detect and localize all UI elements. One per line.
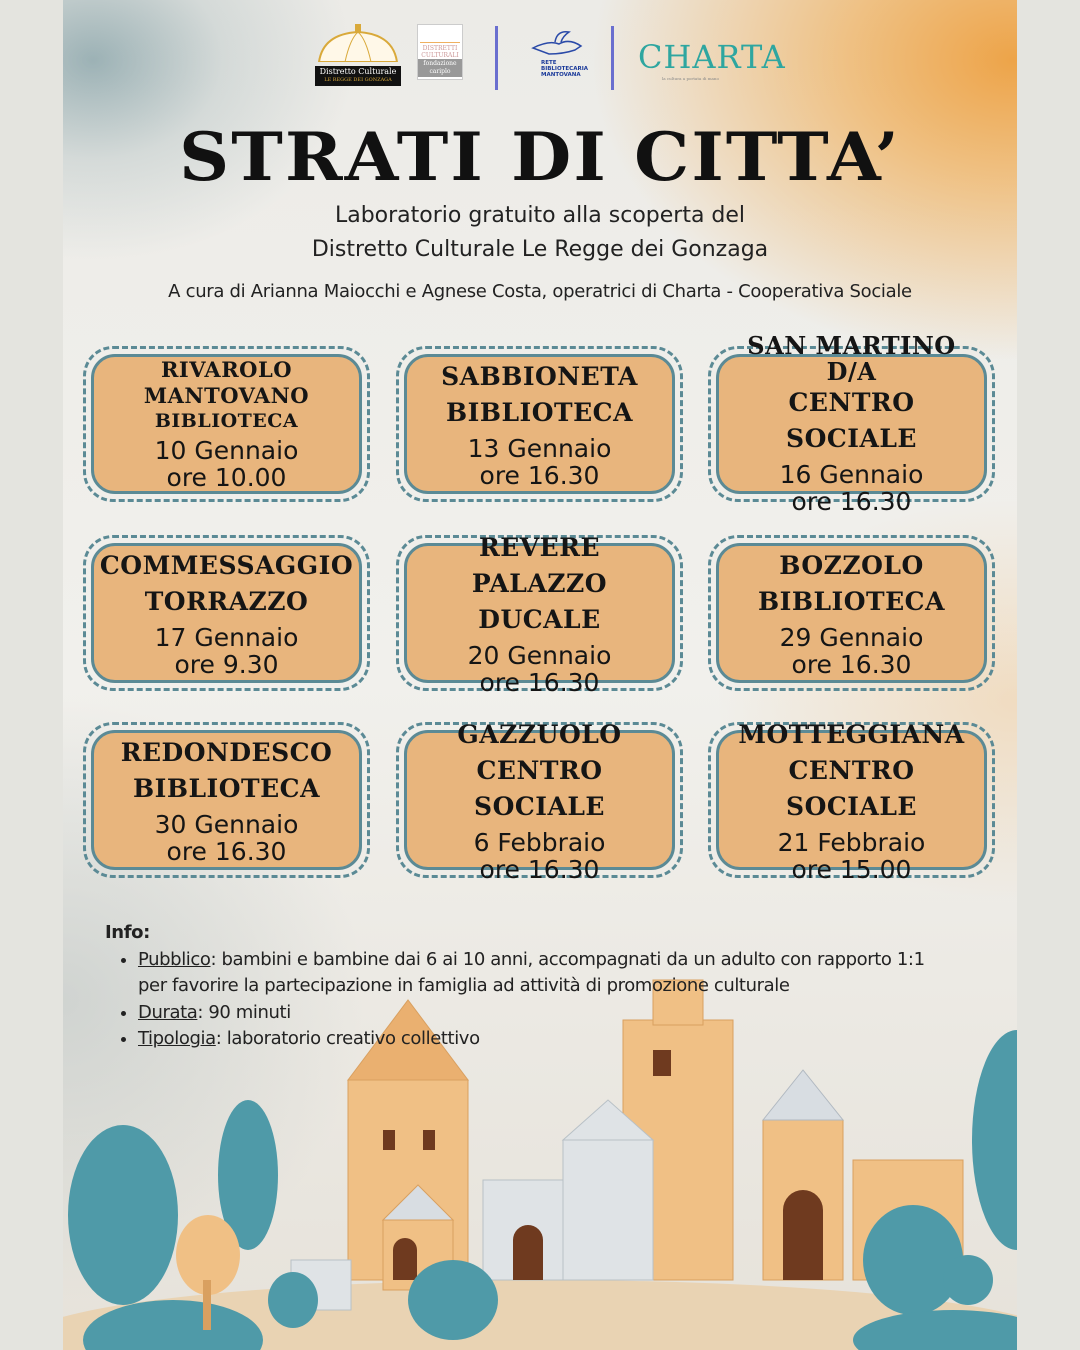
event-date: 16 Gennaio (779, 460, 924, 489)
event-place: MOTTEGGIANA (738, 720, 965, 749)
divider (611, 26, 614, 90)
event-date: 13 Gennaio (467, 434, 612, 463)
event-venue: PALAZZO DUCALE (471, 569, 608, 634)
event-place: COMMESSAGGIO (99, 551, 354, 580)
info-section (105, 920, 945, 1053)
info-text: : bambini e bambine dai 6 ai 10 anni, accompagnati da un adulto con rapporto 1:1 per favorire la partecipazione in famiglia ad attività di promozione culturale (138, 948, 925, 996)
event-card-body (404, 533, 675, 697)
event-card (396, 533, 683, 697)
event-date: 6 Febbraio (473, 828, 606, 857)
event-card-body (404, 354, 675, 494)
event-place: BOZZOLO (779, 551, 924, 580)
info-item-tipologia (138, 1026, 945, 1053)
logo-text: LE REGGE DEI GONZAGA (324, 77, 392, 83)
event-time: ore 16.30 (479, 855, 600, 884)
event-card-body (716, 720, 987, 884)
pegasus-icon (529, 28, 585, 58)
cariplo-logo (417, 24, 463, 80)
event-time: ore 16.30 (166, 837, 287, 866)
event-card (83, 346, 370, 502)
event-date: 10 Gennaio (154, 436, 299, 465)
event-card (708, 535, 995, 691)
event-card (83, 722, 370, 878)
event-date: 29 Gennaio (779, 623, 924, 652)
page-title: STRATI DI CITTA’ (179, 118, 901, 196)
logo-text: CULTURALI (421, 52, 459, 59)
info-item-durata (138, 1000, 945, 1027)
event-place: SABBIONETA (441, 362, 638, 391)
rete-bibliotecaria-logo (529, 28, 588, 78)
event-date: 30 Gennaio (154, 810, 299, 839)
event-card (708, 720, 995, 884)
poster (63, 0, 1017, 1350)
logo-text: BIBLIOTECARIA (541, 66, 588, 72)
event-time: ore 15.00 (791, 855, 912, 884)
event-card-body (91, 354, 362, 494)
event-card-body (716, 331, 987, 516)
event-time: ore 16.30 (479, 461, 600, 490)
event-date: 17 Gennaio (154, 623, 299, 652)
logo-text: cariplo (429, 68, 451, 75)
event-place: REDONDESCO (120, 738, 333, 767)
event-card-body (404, 720, 675, 884)
dome-icon (315, 24, 401, 62)
info-label: Pubblico (138, 948, 211, 970)
logo-text: CHARTA (638, 38, 786, 76)
subtitle-line-1: Laboratorio gratuito alla scoperta del (334, 203, 746, 228)
event-venue: CENTRO SOCIALE (786, 756, 917, 821)
event-card-body (91, 543, 362, 683)
distretto-culturale-logo (315, 24, 401, 83)
info-label: Tipologia (138, 1028, 216, 1049)
info-item-pubblico (138, 947, 945, 1000)
event-time: ore 16.30 (791, 487, 912, 516)
event-date: 21 Febbraio (777, 828, 926, 857)
event-place: RIVAROLO MANTOVANO (143, 357, 310, 408)
logo-text: fondazione (423, 60, 457, 67)
event-card (396, 720, 683, 884)
logo-text: MANTOVANA (541, 72, 581, 78)
event-card (396, 346, 683, 502)
logo-text: Distretto Culturale (319, 67, 397, 76)
logo-text: RETE (541, 60, 557, 66)
charta-logo (638, 38, 786, 81)
logo-bar (63, 22, 1017, 92)
event-card (83, 535, 370, 691)
divider (495, 26, 498, 90)
event-time: ore 9.30 (174, 650, 279, 679)
logo-text: la cultura a portata di mano (662, 76, 719, 81)
info-text: : 90 minuti (197, 1001, 291, 1023)
event-venue: BIBLIOTECA (154, 410, 299, 432)
credits: A cura di Arianna Maiocchi e Agnese Costa, operatrici di Charta - Cooperativa Sociale (168, 281, 912, 302)
info-label: Durata (138, 1001, 198, 1023)
event-card (708, 331, 995, 516)
event-card-body (91, 730, 362, 870)
event-venue: BIBLIOTECA (758, 587, 945, 616)
event-date: 20 Gennaio (467, 641, 612, 670)
subtitle-line-2: Distretto Culturale Le Regge dei Gonzaga (311, 237, 769, 262)
info-heading: Info: (105, 922, 150, 943)
event-time: ore 16.30 (791, 650, 912, 679)
event-venue: CENTRO SOCIALE (786, 388, 917, 453)
event-venue: TORRAZZO (144, 587, 309, 616)
info-text: : laboratorio creativo collettivo (215, 1028, 480, 1049)
event-venue: BIBLIOTECA (446, 398, 633, 427)
event-time: ore 10.00 (166, 463, 287, 492)
event-time: ore 16.30 (479, 668, 600, 697)
event-card-body (716, 543, 987, 683)
event-place: GAZZUOLO (457, 720, 622, 749)
event-venue: BIBLIOTECA (133, 774, 320, 803)
event-place: REVERE (478, 533, 601, 562)
logo-text: DISTRETTI (422, 45, 458, 52)
event-venue: CENTRO SOCIALE (474, 756, 605, 821)
event-place: SAN MARTINO D/A (747, 331, 956, 386)
